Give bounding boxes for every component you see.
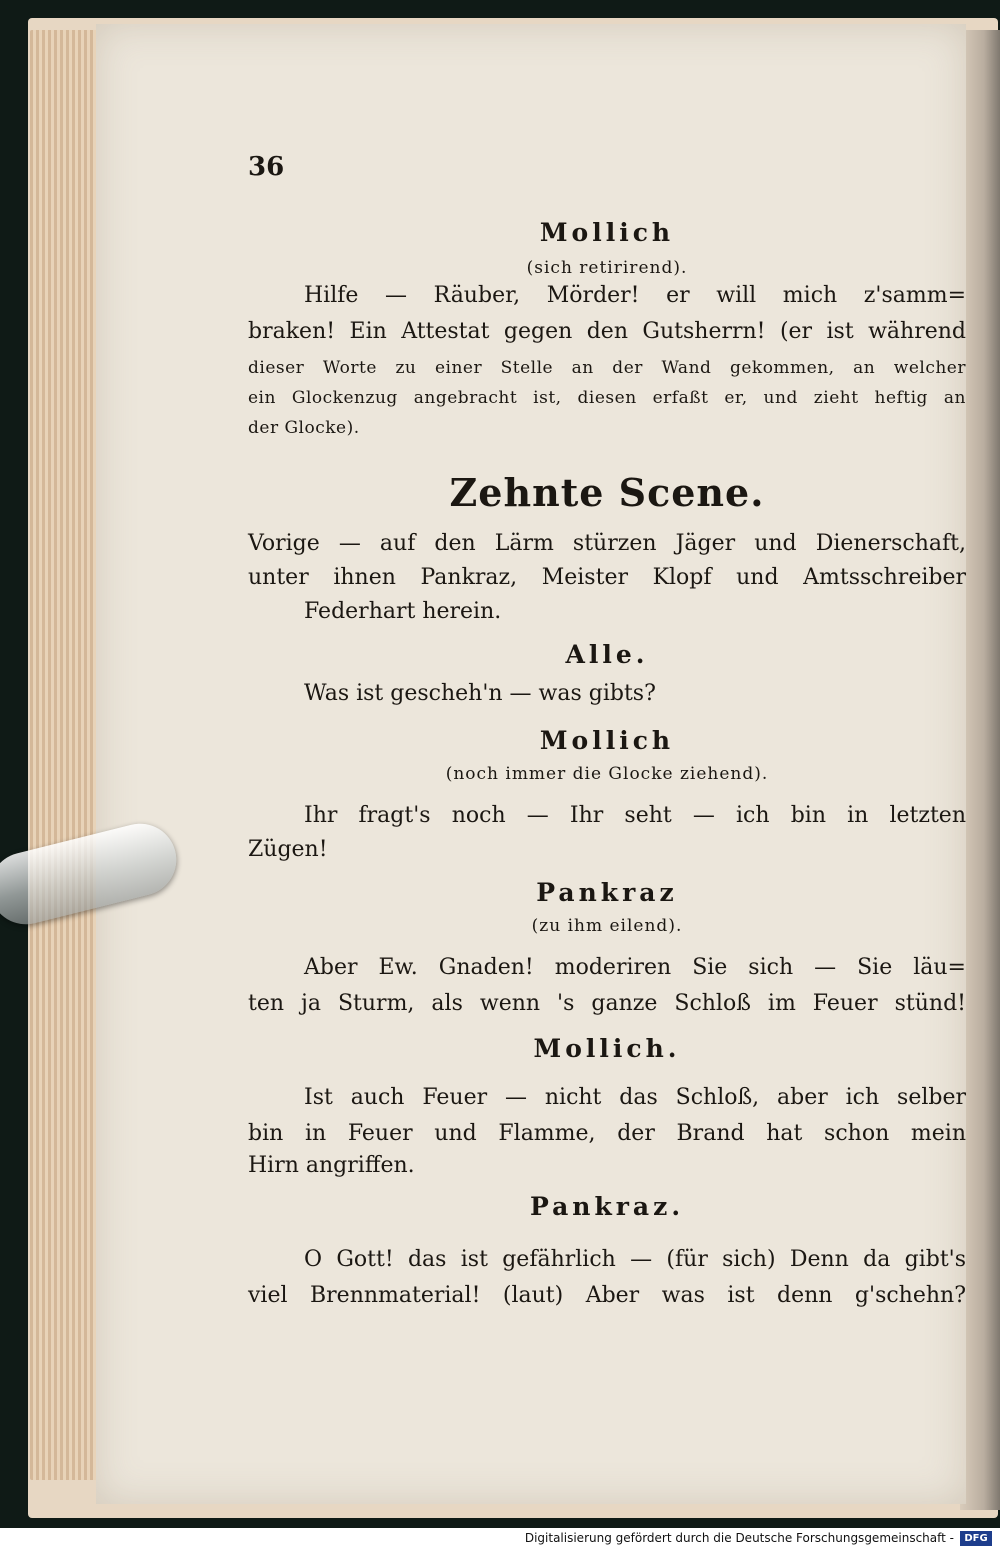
footer-credit: Digitalisierung gefördert durch die Deutsche Forschungsgemeinschaft - [524, 1531, 954, 1545]
text-line: viel Brennmaterial! (laut) Aber was ist denn g'schehn? [248, 1283, 966, 1308]
stage-direction: (noch immer die Glocke ziehend). [445, 764, 769, 784]
page-number: 36 [248, 152, 285, 182]
speaker-name: Mollich [539, 726, 675, 755]
speaker-name: Alle. [565, 640, 649, 669]
dfg-logo-icon: DFG [960, 1531, 992, 1546]
text-line: Hirn angriffen. [248, 1153, 415, 1178]
text-line: Ist auch Feuer — nicht das Schloß, aber ich selber [304, 1085, 966, 1110]
text-line: unter ihnen Pankraz, Meister Klopf und Amtsschreiber [248, 565, 966, 590]
footer-bar [0, 1528, 1000, 1550]
stage-direction: (zu ihm eilend). [531, 916, 683, 936]
book-page [96, 24, 966, 1504]
text-line: Hilfe — Räuber, Mörder! er will mich z'samm= [304, 283, 966, 308]
scene-title: Zehnte Scene. [449, 470, 765, 515]
text-line: Was ist gescheh'n — was gibts? [304, 681, 656, 706]
text-line: Vorige — auf den Lärm stürzen Jäger und Dienerschaft, [248, 531, 966, 556]
speaker-name: Pankraz. [529, 1192, 685, 1221]
page-edges-right [960, 30, 1000, 1510]
text-line: Aber Ew. Gnaden! moderiren Sie sich — Sie läu= [304, 955, 966, 980]
text-line: O Gott! das ist gefährlich — (für sich) Denn da gibt's [304, 1247, 966, 1272]
text-line: ein Glockenzug angebracht ist, diesen erfaßt er, und zieht heftig an [248, 388, 966, 408]
stage-direction: (sich retirirend). [526, 258, 688, 278]
speaker-name: Mollich. [533, 1034, 681, 1063]
text-line: ten ja Sturm, als wenn 's ganze Schloß im Feuer stünd! [248, 991, 966, 1016]
text-line: Ihr fragt's noch — Ihr seht — ich bin in letzten [304, 803, 966, 828]
text-line: Zügen! [248, 837, 328, 862]
text-line: dieser Worte zu einer Stelle an der Wand gekommen, an welcher [248, 358, 966, 378]
page-edges-left [30, 30, 100, 1480]
text-line: Federhart herein. [304, 599, 502, 624]
speaker-name: Mollich [539, 218, 675, 247]
text-line: der Glocke). [248, 418, 360, 438]
speaker-name: Pankraz [536, 878, 678, 907]
text-line: bin in Feuer und Flamme, der Brand hat schon mein [248, 1121, 966, 1146]
text-line: braken! Ein Attestat gegen den Gutsherrn! (er ist während [248, 319, 966, 344]
